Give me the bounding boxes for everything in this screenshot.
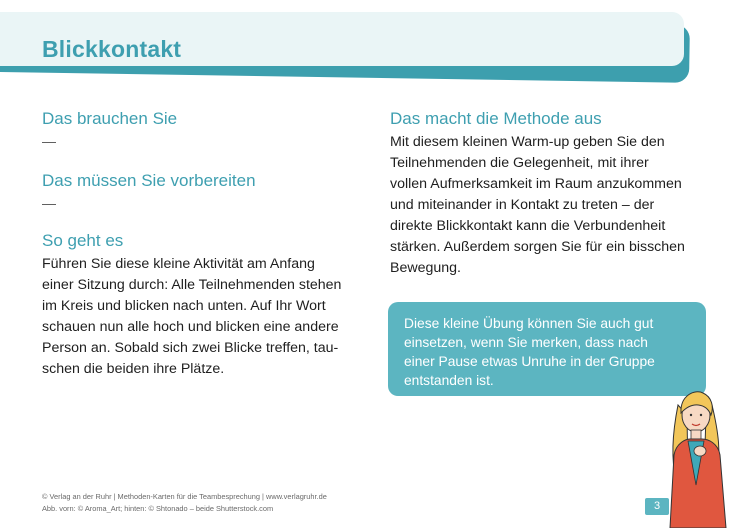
footer-copyright: © Verlag an der Ruhr | Methoden-Karten für die Teambesprechung | www.verlagruhr.de [42, 492, 327, 501]
howto-line: einer Sitzung durch: Alle Teilnehmenden stehen [42, 277, 342, 293]
method-line: Bewegung. [390, 260, 461, 276]
tip-line: Diese kleine Übung können Sie auch gut [404, 316, 654, 331]
method-line: direkte Blickkontakt kann die Verbundenheit [390, 218, 666, 234]
howto-line: schen die beiden ihre Plätze. [42, 361, 225, 377]
page-number: 3 [645, 498, 669, 515]
howto-heading: So geht es [42, 231, 124, 250]
howto-line: schauen nun alle hoch und blicken eine andere [42, 319, 339, 335]
prepare-heading: Das müssen Sie vorbereiten [42, 171, 256, 190]
tip-line: entstanden ist. [404, 373, 494, 388]
method-line: Teilnehmenden die Gelegenheit, mit ihrer [390, 155, 649, 171]
method-line: und miteinander in Kontakt zu treten – der [390, 197, 655, 213]
howto-line: Führen Sie diese kleine Aktivität am Anfang [42, 256, 315, 272]
tip-text [404, 314, 655, 390]
needs-value: — [42, 133, 56, 149]
method-line: Mit diesem kleinen Warm-up geben Sie den [390, 134, 665, 150]
howto-line: im Kreis und blicken nach unten. Auf Ihr Wort [42, 298, 326, 314]
method-line: stärken. Außerdem sorgen Sie für ein bisschen [390, 239, 685, 255]
howto-paragraph [42, 254, 341, 380]
page-title: Blickkontakt [42, 36, 182, 62]
prepare-value: — [42, 195, 56, 211]
tip-line: einsetzen, wenn Sie merken, dass nach [404, 335, 648, 350]
method-line: vollen Aufmerksamkeit im Raum anzukommen [390, 176, 682, 192]
method-heading: Das macht die Methode aus [390, 109, 602, 128]
method-paragraph [390, 132, 685, 279]
needs-heading: Das brauchen Sie [42, 109, 178, 128]
tip-line: einer Pause etwas Unruhe in der Gruppe [404, 354, 655, 369]
howto-line: Person an. Sobald sich zwei Blicke treffen, tau- [42, 340, 339, 356]
footer-credits: Abb. vorn: © Aroma_Art; hinten: © Shtonado – beide Shutterstock.com [42, 504, 274, 513]
